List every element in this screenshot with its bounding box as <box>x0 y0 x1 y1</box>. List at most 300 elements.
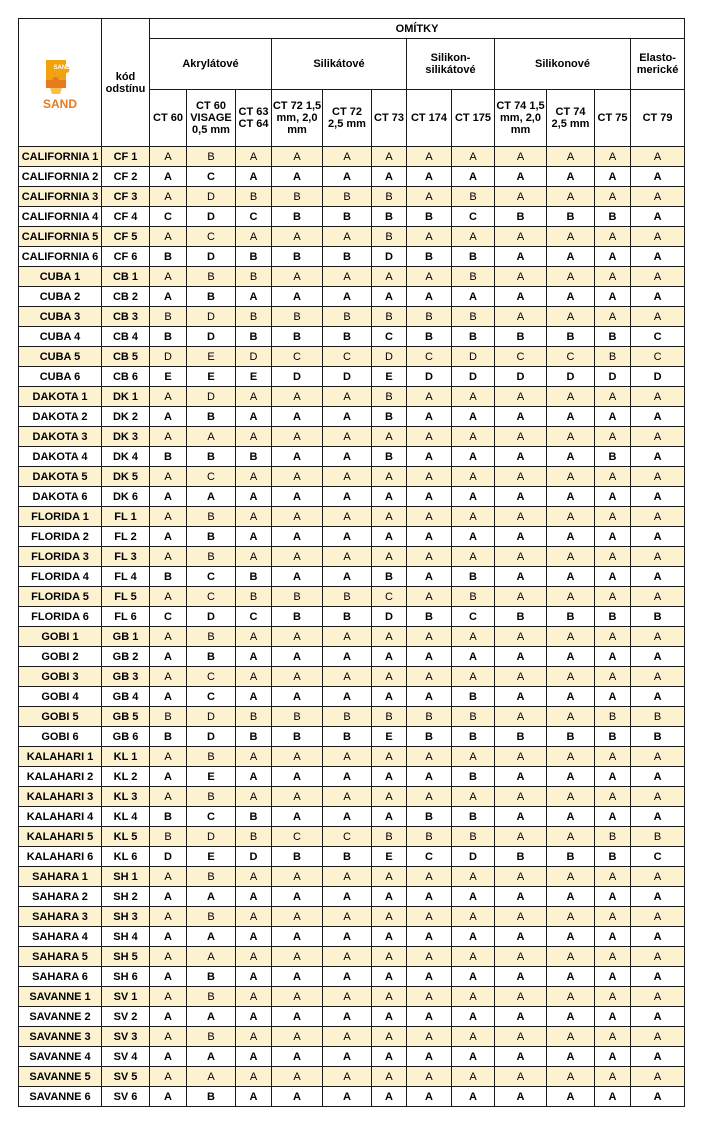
shade-code: DK 6 <box>102 487 150 507</box>
table-cell: A <box>547 687 595 707</box>
table-row <box>19 567 685 587</box>
table-cell: A <box>323 287 372 307</box>
table-cell: A <box>272 1047 323 1067</box>
table-cell: A <box>323 627 372 647</box>
table-cell: A <box>323 407 372 427</box>
group-header-acrylic: Akrylátové <box>150 39 272 90</box>
table-cell: A <box>150 647 187 667</box>
table-cell: A <box>547 707 595 727</box>
shade-code: FL 2 <box>102 527 150 547</box>
table-cell: A <box>547 967 595 987</box>
table-cell: C <box>187 167 236 187</box>
table-cell: A <box>547 547 595 567</box>
shade-code: FL 4 <box>102 567 150 587</box>
table-row <box>19 707 685 727</box>
table-cell: A <box>323 967 372 987</box>
table-cell: A <box>495 227 547 247</box>
shade-name: FLORIDA 3 <box>19 547 102 567</box>
table-cell: B <box>323 327 372 347</box>
table-row <box>19 207 685 227</box>
table-cell: B <box>323 847 372 867</box>
table-cell: A <box>547 627 595 647</box>
shade-code: FL 1 <box>102 507 150 527</box>
table-cell: D <box>187 387 236 407</box>
table-cell: B <box>495 327 547 347</box>
table-cell: A <box>595 687 631 707</box>
shade-name: GOBI 5 <box>19 707 102 727</box>
column-header: CT 79 <box>631 90 685 147</box>
table-row <box>19 1087 685 1107</box>
table-cell: B <box>452 587 495 607</box>
table-cell: A <box>323 147 372 167</box>
table-cell: A <box>150 1027 187 1047</box>
table-cell: B <box>407 807 452 827</box>
table-cell: A <box>236 947 272 967</box>
table-cell: A <box>323 447 372 467</box>
table-cell: A <box>323 547 372 567</box>
table-cell: E <box>236 367 272 387</box>
table-cell: A <box>236 887 272 907</box>
table-cell: A <box>495 627 547 647</box>
table-cell: B <box>187 1027 236 1047</box>
table-cell: A <box>595 287 631 307</box>
table-cell: B <box>595 727 631 747</box>
table-cell: A <box>631 307 685 327</box>
shade-name: SAHARA 1 <box>19 867 102 887</box>
table-cell: A <box>495 587 547 607</box>
table-cell: D <box>187 307 236 327</box>
shade-code: FL 6 <box>102 607 150 627</box>
table-cell: B <box>595 607 631 627</box>
table-cell: A <box>595 427 631 447</box>
table-cell: A <box>407 407 452 427</box>
table-cell: B <box>150 447 187 467</box>
table-cell: A <box>150 1067 187 1087</box>
table-cell: D <box>595 367 631 387</box>
table-cell: A <box>495 747 547 767</box>
table-cell: A <box>150 547 187 567</box>
table-cell: A <box>272 387 323 407</box>
table-cell: A <box>323 1087 372 1107</box>
table-cell: A <box>236 1067 272 1087</box>
table-cell: A <box>595 967 631 987</box>
table-cell: B <box>452 327 495 347</box>
shade-name: DAKOTA 3 <box>19 427 102 447</box>
table-cell: A <box>547 907 595 927</box>
table-cell: A <box>323 887 372 907</box>
table-cell: A <box>495 787 547 807</box>
table-cell: B <box>547 847 595 867</box>
table-cell: A <box>495 767 547 787</box>
table-cell: A <box>150 527 187 547</box>
group-header-silicone-silicate: Silikon-silikátové <box>407 39 495 90</box>
table-cell: A <box>452 527 495 547</box>
shade-name: GOBI 6 <box>19 727 102 747</box>
table-cell: D <box>452 347 495 367</box>
table-cell: B <box>372 407 407 427</box>
table-cell: A <box>595 1087 631 1107</box>
table-cell: A <box>236 167 272 187</box>
shade-code: CB 3 <box>102 307 150 327</box>
table-cell: A <box>547 947 595 967</box>
shade-code: CB 1 <box>102 267 150 287</box>
table-cell: C <box>187 587 236 607</box>
table-row <box>19 427 685 447</box>
table-cell: A <box>495 667 547 687</box>
table-cell: C <box>323 827 372 847</box>
table-cell: A <box>150 187 187 207</box>
table-cell: A <box>407 587 452 607</box>
table-cell: A <box>631 407 685 427</box>
table-cell: B <box>595 827 631 847</box>
table-cell: A <box>631 1087 685 1107</box>
shade-code: CB 6 <box>102 367 150 387</box>
table-cell: A <box>595 947 631 967</box>
table-cell: A <box>547 927 595 947</box>
table-cell: A <box>372 527 407 547</box>
table-cell: B <box>187 147 236 167</box>
table-cell: A <box>407 687 452 707</box>
table-cell: B <box>452 567 495 587</box>
table-cell: A <box>323 1007 372 1027</box>
table-cell: B <box>187 907 236 927</box>
table-cell: A <box>595 247 631 267</box>
table-cell: A <box>631 907 685 927</box>
table-cell: A <box>272 167 323 187</box>
shade-code: GB 2 <box>102 647 150 667</box>
table-row <box>19 307 685 327</box>
table-cell: A <box>236 647 272 667</box>
table-cell: B <box>372 307 407 327</box>
table-cell: B <box>150 327 187 347</box>
shade-code: SV 4 <box>102 1047 150 1067</box>
table-cell: A <box>407 1007 452 1027</box>
table-cell: A <box>187 927 236 947</box>
table-cell: A <box>595 747 631 767</box>
table-cell: A <box>495 887 547 907</box>
shade-code: SH 5 <box>102 947 150 967</box>
table-cell: C <box>372 327 407 347</box>
table-cell: A <box>407 987 452 1007</box>
table-cell: A <box>272 1007 323 1027</box>
shade-code: GB 3 <box>102 667 150 687</box>
table-cell: A <box>547 427 595 447</box>
table-cell: B <box>372 227 407 247</box>
table-cell: A <box>272 447 323 467</box>
table-cell: B <box>187 527 236 547</box>
shade-code: KL 1 <box>102 747 150 767</box>
table-cell: A <box>407 667 452 687</box>
table-cell: A <box>631 987 685 1007</box>
shade-name: DAKOTA 1 <box>19 387 102 407</box>
table-cell: B <box>187 787 236 807</box>
table-cell: A <box>272 1067 323 1087</box>
column-header: CT 174 <box>407 90 452 147</box>
table-cell: A <box>407 767 452 787</box>
table-cell: A <box>631 787 685 807</box>
table-cell: A <box>452 927 495 947</box>
table-cell: A <box>452 867 495 887</box>
shade-name: CUBA 3 <box>19 307 102 327</box>
table-cell: D <box>323 367 372 387</box>
table-cell: E <box>187 347 236 367</box>
table-cell: A <box>547 807 595 827</box>
table-cell: B <box>272 847 323 867</box>
table-cell: E <box>372 367 407 387</box>
table-cell: A <box>547 827 595 847</box>
table-cell: A <box>187 487 236 507</box>
shade-name: CUBA 4 <box>19 327 102 347</box>
table-cell: A <box>595 147 631 167</box>
table-cell: A <box>452 987 495 1007</box>
table-cell: B <box>187 747 236 767</box>
table-row <box>19 1047 685 1067</box>
table-cell: E <box>372 847 407 867</box>
table-cell: A <box>150 587 187 607</box>
shade-code: CB 4 <box>102 327 150 347</box>
table-cell: D <box>187 707 236 727</box>
table-cell: A <box>150 947 187 967</box>
table-cell: A <box>595 227 631 247</box>
table-cell: C <box>407 347 452 367</box>
table-cell: A <box>452 747 495 767</box>
table-cell: B <box>187 967 236 987</box>
table-cell: A <box>452 1047 495 1067</box>
table-cell: A <box>187 1067 236 1087</box>
shade-code: GB 5 <box>102 707 150 727</box>
table-cell: B <box>187 547 236 567</box>
table-cell: B <box>452 307 495 327</box>
table-cell: A <box>323 427 372 447</box>
table-cell: A <box>452 147 495 167</box>
table-cell: B <box>272 307 323 327</box>
table-cell: B <box>323 207 372 227</box>
table-cell: A <box>547 167 595 187</box>
table-cell: A <box>547 1067 595 1087</box>
table-cell: A <box>323 1067 372 1087</box>
table-cell: A <box>236 1027 272 1047</box>
table-cell: D <box>187 827 236 847</box>
table-cell: A <box>595 767 631 787</box>
table-cell: A <box>272 687 323 707</box>
table-cell: A <box>547 647 595 667</box>
table-row <box>19 467 685 487</box>
table-cell: A <box>631 287 685 307</box>
table-cell: A <box>372 287 407 307</box>
shade-name: CUBA 6 <box>19 367 102 387</box>
table-row <box>19 867 685 887</box>
table-cell: B <box>407 727 452 747</box>
table-cell: A <box>495 1067 547 1087</box>
table-cell: A <box>272 887 323 907</box>
table-cell: A <box>407 1027 452 1047</box>
table-cell: D <box>452 367 495 387</box>
table-cell: B <box>272 187 323 207</box>
table-cell: A <box>150 967 187 987</box>
table-cell: B <box>150 247 187 267</box>
table-cell: A <box>495 967 547 987</box>
table-cell: A <box>272 787 323 807</box>
sand-logo <box>19 56 101 110</box>
shade-name: GOBI 4 <box>19 687 102 707</box>
table-cell: B <box>452 247 495 267</box>
table-cell: B <box>187 287 236 307</box>
shade-name: GOBI 1 <box>19 627 102 647</box>
table-cell: A <box>236 527 272 547</box>
table-cell: A <box>323 527 372 547</box>
shade-code: FL 5 <box>102 587 150 607</box>
table-cell: A <box>452 447 495 467</box>
table-cell: B <box>595 707 631 727</box>
shade-name: KALAHARI 2 <box>19 767 102 787</box>
table-cell: A <box>547 667 595 687</box>
table-cell: A <box>631 927 685 947</box>
shade-name: SAVANNE 1 <box>19 987 102 1007</box>
shade-name: DAKOTA 2 <box>19 407 102 427</box>
table-cell: A <box>631 647 685 667</box>
shade-name: SAVANNE 2 <box>19 1007 102 1027</box>
table-row <box>19 227 685 247</box>
table-cell: B <box>323 187 372 207</box>
table-cell: A <box>323 1047 372 1067</box>
table-cell: A <box>187 1007 236 1027</box>
table-cell: A <box>236 1007 272 1027</box>
table-cell: A <box>495 547 547 567</box>
table-cell: B <box>452 827 495 847</box>
table-cell: A <box>631 807 685 827</box>
shade-code: KL 3 <box>102 787 150 807</box>
shade-name: GOBI 2 <box>19 647 102 667</box>
table-cell: A <box>236 627 272 647</box>
shade-name: SAHARA 5 <box>19 947 102 967</box>
table-cell: B <box>272 707 323 727</box>
table-cell: A <box>236 407 272 427</box>
table-cell: A <box>595 787 631 807</box>
table-cell: A <box>407 1047 452 1067</box>
table-cell: A <box>236 467 272 487</box>
table-cell: A <box>323 987 372 1007</box>
table-cell: A <box>323 747 372 767</box>
table-cell: A <box>631 1067 685 1087</box>
table-cell: A <box>631 867 685 887</box>
table-cell: A <box>236 507 272 527</box>
table-cell: A <box>236 387 272 407</box>
table-cell: A <box>595 407 631 427</box>
shade-name: FLORIDA 2 <box>19 527 102 547</box>
table-cell: A <box>452 487 495 507</box>
table-cell: A <box>372 767 407 787</box>
table-cell: D <box>187 727 236 747</box>
table-cell: A <box>272 287 323 307</box>
shade-name: CALIFORNIA 5 <box>19 227 102 247</box>
table-cell: A <box>323 1027 372 1047</box>
table-cell: B <box>272 327 323 347</box>
shade-name: SAVANNE 3 <box>19 1027 102 1047</box>
table-cell: A <box>595 807 631 827</box>
table-cell: A <box>547 767 595 787</box>
table-row <box>19 367 685 387</box>
table-cell: C <box>272 347 323 367</box>
shade-name: CALIFORNIA 3 <box>19 187 102 207</box>
table-cell: A <box>547 287 595 307</box>
table-cell: B <box>547 727 595 747</box>
color-compatibility-table <box>18 18 685 1107</box>
table-cell: A <box>372 1087 407 1107</box>
shade-name: CUBA 5 <box>19 347 102 367</box>
table-cell: B <box>595 447 631 467</box>
table-cell: A <box>150 887 187 907</box>
table-cell: A <box>150 867 187 887</box>
table-cell: A <box>452 167 495 187</box>
table-cell: A <box>547 787 595 807</box>
table-cell: A <box>150 927 187 947</box>
table-cell: B <box>150 567 187 587</box>
table-cell: B <box>407 207 452 227</box>
table-cell: B <box>150 707 187 727</box>
table-cell: A <box>272 467 323 487</box>
table-cell: A <box>323 807 372 827</box>
table-cell: A <box>272 947 323 967</box>
table-cell: B <box>187 407 236 427</box>
table-cell: A <box>272 567 323 587</box>
shade-code: GB 4 <box>102 687 150 707</box>
table-cell: B <box>323 307 372 327</box>
table-cell: A <box>150 407 187 427</box>
table-cell: C <box>187 227 236 247</box>
table-cell: B <box>372 187 407 207</box>
shade-name: DAKOTA 6 <box>19 487 102 507</box>
shade-name: FLORIDA 6 <box>19 607 102 627</box>
table-cell: B <box>547 327 595 347</box>
table-cell: A <box>236 147 272 167</box>
table-cell: A <box>323 687 372 707</box>
table-row <box>19 147 685 167</box>
shade-name: CALIFORNIA 2 <box>19 167 102 187</box>
shade-code: CF 1 <box>102 147 150 167</box>
table-cell: A <box>236 747 272 767</box>
table-cell: C <box>187 807 236 827</box>
table-cell: A <box>495 507 547 527</box>
table-cell: A <box>272 807 323 827</box>
table-cell: A <box>595 647 631 667</box>
table-cell: A <box>547 387 595 407</box>
shade-code: SH 3 <box>102 907 150 927</box>
table-cell: A <box>495 167 547 187</box>
table-cell: A <box>187 947 236 967</box>
table-cell: D <box>187 607 236 627</box>
table-cell: A <box>595 387 631 407</box>
table-cell: A <box>372 547 407 567</box>
table-cell: A <box>595 907 631 927</box>
table-cell: A <box>150 667 187 687</box>
table-cell: B <box>323 727 372 747</box>
table-cell: A <box>495 707 547 727</box>
table-cell: C <box>150 607 187 627</box>
table-cell: A <box>150 747 187 767</box>
table-cell: A <box>407 1087 452 1107</box>
table-cell: A <box>452 1027 495 1047</box>
shade-code: SH 1 <box>102 867 150 887</box>
shade-name: KALAHARI 3 <box>19 787 102 807</box>
table-cell: A <box>452 647 495 667</box>
table-cell: A <box>547 527 595 547</box>
table-row <box>19 847 685 867</box>
logo-badge-text: SAND <box>53 64 71 71</box>
table-cell: A <box>595 1047 631 1067</box>
table-row <box>19 507 685 527</box>
table-cell: A <box>495 187 547 207</box>
table-cell: A <box>631 1027 685 1047</box>
